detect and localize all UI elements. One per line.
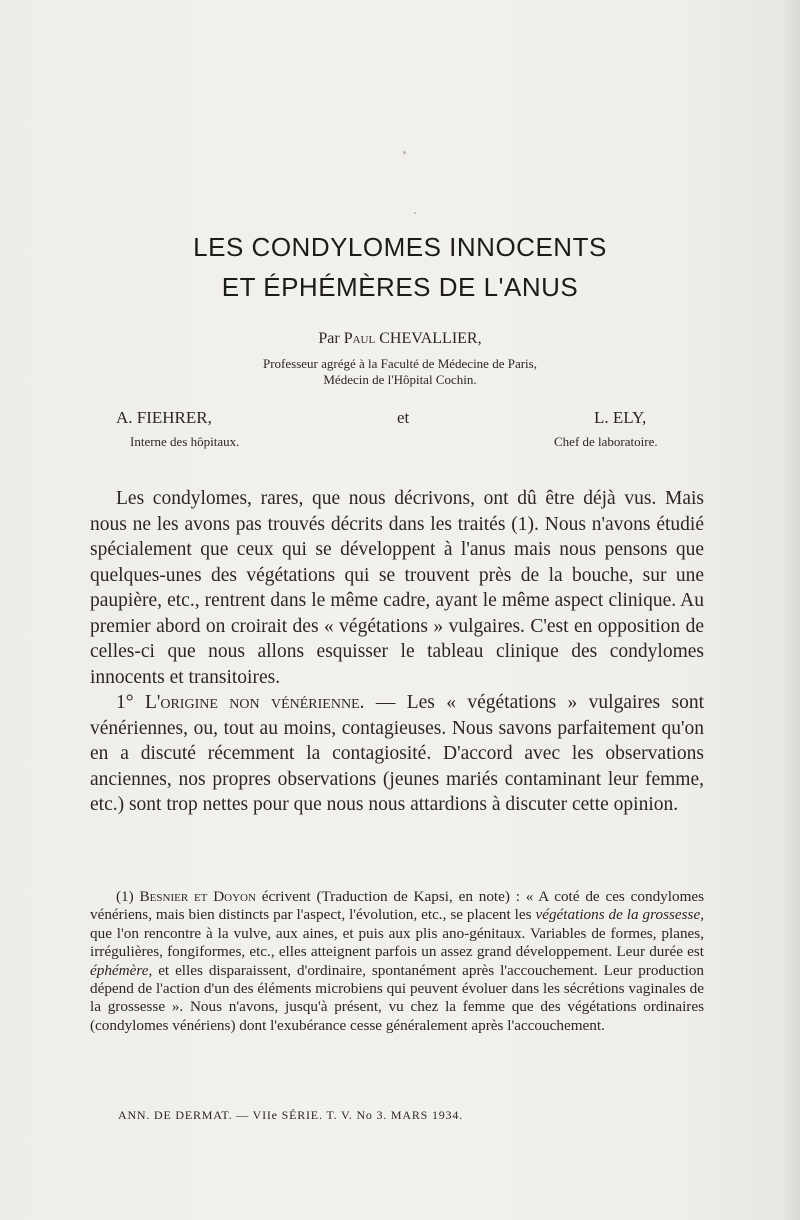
section-number: 1°	[116, 692, 134, 713]
footnote-marker: (1)	[116, 888, 134, 905]
footnote-text-b: que l'on rencontre à la vulve, aux aines, et puis aux plis ano-génitaux. Variables de formes, planes, irrégulières, fongiformes, etc., elles atteignent parfois un assez grand développement. Leur durée est	[90, 924, 704, 961]
coauthor-1-role: Interne des hôpitaux.	[130, 434, 240, 449]
footnote-authors: Besnier et Doyon	[139, 888, 256, 905]
speck-mark	[403, 151, 406, 154]
footnote	[90, 888, 704, 1035]
paragraph-2	[90, 690, 704, 818]
footnote-italic-b: éphémère,	[90, 961, 153, 979]
coauthor-1: A. FIEHRER,	[116, 408, 212, 427]
coauthor-2: L. ELY,	[594, 408, 647, 427]
speck-mark	[414, 212, 416, 214]
footnote-text-a: écrivent (Traduction de Kapsi, en note) : « A coté de ces condylomes vénériens, mais bien distincts par l'aspect, l'évolution, etc., se placent les	[90, 888, 705, 924]
affiliation-line-2: Médecin de l'Hôpital Cochin.	[323, 372, 477, 387]
article-title-line-1: LES CONDYLOMES INNOCENTS	[193, 232, 607, 262]
byline	[0, 330, 800, 348]
paragraph-1: Les condylomes, rares, que nous décrivons, ont dû être déjà vus. Mais nous ne les avons pas trouvés décrits dans les traités (1). Nous n'avons étudié spécialement que ceux qui se développent à l'anus mais nous pensons que quelques-unes des végétations qui se trouvent près de la bouche, sur une paupière, etc., rentrent dans le même cadre, ayant le même aspect clinique. Au premier abord on croirait des « végétations » vulgaires. C'est en opposition de celles-ci que nous allons esquisser le tableau clinique des condylomes innocents et transitoires.	[90, 488, 704, 688]
article-title-line-2: ET ÉPHÉMÈRES DE L'ANUS	[221, 272, 579, 302]
affiliation-line-1: Professeur agrégé à la Faculté de Médecine de Paris,	[263, 356, 537, 371]
author-firstname: Paul	[343, 330, 376, 347]
footnote-text-c: et elles disparaissent, d'ordinaire, spontanément après l'accouchement. Leur production dépend de l'action d'un des éléments microbiens qui peuvent évoluer dans les sécrétions vaginales de la grossesse ». Nous n'avons, jusqu'à présent, vu chez la femme que des végétations ordinaires (condylomes vénériens) dont l'exubérance cesse généralement après l'accouchement.	[90, 961, 704, 1034]
conjunction: et	[397, 408, 410, 427]
journal-citation: ANN. DE DERMAT. — VIIe SÉRIE. T. V. No 3. MARS 1934.	[118, 1108, 463, 1122]
byline-prefix: Par	[318, 330, 340, 347]
paragraph-2-text: — Les « végétations » vulgaires sont vénériennes, ou, tout au moins, contagieuses. Nous savons parfaitement qu'on en a discuté récemment la contagiosité. D'accord avec les observations anciennes, nos propres observations (jeunes mariés contaminant leur femme, etc.) sont trop nettes pour que nous nous attardions à discuter cette opinion.	[90, 692, 705, 815]
footnote-italic-a: végétations de la grossesse,	[535, 906, 705, 924]
section-heading: L'origine non vénérienne.	[144, 692, 365, 713]
article-body	[90, 486, 704, 818]
coauthor-2-role: Chef de laboratoire.	[554, 434, 658, 449]
author-lastname: CHEVALLIER,	[379, 330, 482, 347]
